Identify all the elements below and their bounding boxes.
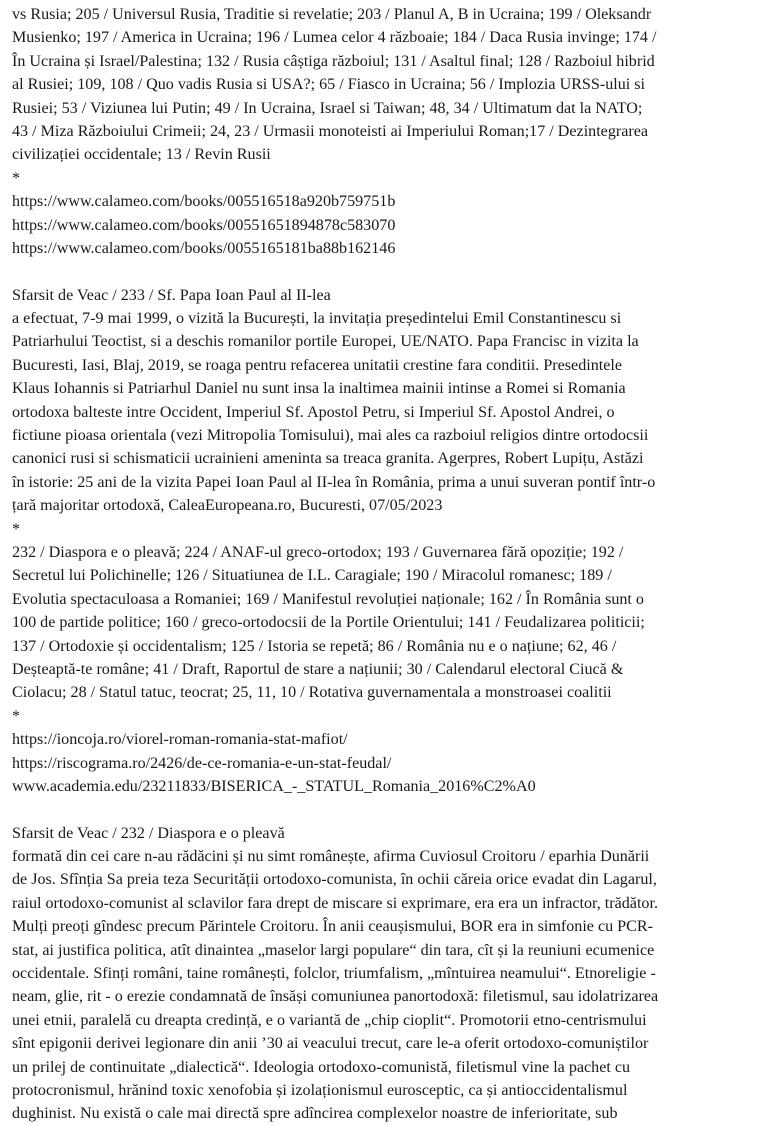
separator-asterisk: * <box>12 707 21 725</box>
text-line: Bucuresti, Iasi, Blaj, 2019, se roaga pentru refacerea unitatii crestine fara conditii. Presedintele <box>12 356 622 374</box>
text-line: protocronismul, hrănind toxic xenofobia și izolaționismul eurosceptic, ca și antioccidentalismul <box>12 1081 628 1099</box>
section-heading: Sfarsit de Veac / 232 / Diaspora e o pleavă <box>12 824 285 842</box>
text-line: în istorie: 25 ani de la vizita Papei Ioan Paul al II-lea în România, prima a unui suveran pontif într-o <box>12 473 656 491</box>
text-line: Ciolacu; 28 / Statul tatuc, teocrat; 25, 11, 10 / Rotativa guvernamentala a monstroasei coalitii <box>12 684 612 702</box>
text-line: al Rusiei; 109, 108 / Quo vadis Rusia si USA?; 65 / Fiasco in Ucraina; 56 / Implozia URSS-ului si <box>12 76 645 94</box>
text-line: 43 / Miza Războiului Crimeii; 24, 23 / Urmasii monoteisti ai Imperiului Roman;17 / Dezintegrarea <box>12 122 649 140</box>
text-line: neam, glie, rit - o erezie condamnată de însăși comuniunea panortodoxă: filetismul, sau idolatrizarea <box>12 988 659 1006</box>
text-line: Patriarhului Teoctist, si a deschis romanilor portile Europei, UE/NATO. Papa Francisc in vizita la <box>12 333 639 351</box>
text-line: un prilej de continuitate „dialectică“. Ideologia ortodoxo-comunistă, filetismul vine la pachet cu <box>12 1058 631 1076</box>
text-line: fictiune pioasa orientala (vezi Mitropolia Tomisului), mai ales ca razboiul religios dintre ortodocsii <box>12 427 649 445</box>
text-line: civilizației occidentale; 13 / Revin Rusii <box>12 146 271 164</box>
separator-asterisk: * <box>12 520 21 538</box>
text-line: țară majoritar ortodoxă, CaleaEuropeana.ro, Bucuresti, 07/05/2023 <box>12 497 443 515</box>
text-line: a efectuat, 7-9 mai 1999, o vizită la București, la invitația președintelui Emil Constantinescu si <box>12 310 622 328</box>
blank-line <box>12 798 754 821</box>
text-line: Secretul lui Polichinelle; 126 / Situatiunea de I.L. Caragiale; 190 / Miracolul romanesc; 189 / <box>12 567 612 585</box>
text-line: canonici rusi si schismaticii ucrainieni ameninta sa treaca granita. Agerpres, Robert Lupițu, Astăzi <box>12 450 644 468</box>
text-line: Deșteaptă-te române; 41 / Draft, Raportul de stare a națiunii; 30 / Calendarul electoral Ciucă & <box>12 660 624 678</box>
text-block-russia-list <box>12 3 754 260</box>
link-ioncoja[interactable]: https://ioncoja.ro/viorel-roman-romania-stat-mafiot/ <box>12 731 348 749</box>
text-line: dughinist. Nu există o cale mai directă spre adîncirea complexelor noastre de inferioritate, sub <box>12 1105 618 1123</box>
link-academia[interactable]: www.academia.edu/23211833/BISERICA_-_STATUL_Romania_2016%C2%A0 <box>12 777 536 795</box>
text-line: vs Rusia; 205 / Universul Rusia, Traditie si revelatie; 203 / Planul A, B in Ucraina; 199 / Oleksandr <box>12 6 652 23</box>
text-line: Musienko; 197 / America in Ucraina; 196 / Lumea celor 4 războaie; 184 / Daca Rusia invinge; 174 / <box>12 29 657 47</box>
text-line: sînt epigonii derivei legionare din anii ’30 ai veacului trecut, care le-a oferit ortodoxo-comuniștilor <box>12 1035 649 1053</box>
link-calameo-1[interactable]: https://www.calameo.com/books/005516518a920b759751b <box>12 193 396 211</box>
text-block-diaspora <box>12 822 754 1126</box>
text-line: de Jos. Sfînția Sa preia teza Securității ortodoxo-comunista, în ochii căreia orice evadat din Lagarul, <box>12 871 657 889</box>
text-line: ortodoxa balteste intre Occident, Imperiul Sf. Apostol Petru, si Imperiul Sf. Apostol Andrei, o <box>12 403 615 421</box>
section-heading: Sfarsit de Veac / 233 / Sf. Papa Ioan Paul al II-lea <box>12 286 331 304</box>
text-line: Klaus Iohannis si Patriarhul Daniel nu sunt insa la inaltimea mainii intinse a Romei si Romania <box>12 380 626 398</box>
text-line: 137 / Ortodoxie și occidentalism; 125 / Istoria se repetă; 86 / România nu e o națiune; 62, 46 / <box>12 637 617 655</box>
text-line: Evolutia spectaculoasa a Romaniei; 169 / Manifestul revoluției naționale; 162 / În România sunt o <box>12 590 644 608</box>
document-body <box>12 3 754 1126</box>
text-line: 232 / Diaspora e o pleavă; 224 / ANAF-ul greco-ortodox; 193 / Guvernarea fără opoziție; 192 / <box>12 543 624 561</box>
separator-asterisk: * <box>12 169 21 187</box>
text-line: stat, ai justifica politica, atît dinaintea „maselor largi populare“ din tara, cît și la reuniuni ecumenice <box>12 941 655 959</box>
text-line: unei etnii, paralelă cu dreapta credință, e o variantă de „chip cioplit“. Promotorii etno-centrismului <box>12 1011 647 1029</box>
text-line: În Ucraina și Israel/Palestina; 132 / Rusia câștiga războiul; 131 / Asaltul final; 128 / Razboiul hibrid <box>12 52 655 70</box>
text-line: raiul ortodoxo-comunist al sclavilor fara drept de miscare si exprimare, era era un infractor, trădător. <box>12 894 658 912</box>
link-calameo-2[interactable]: https://www.calameo.com/books/00551651894878c583070 <box>12 216 396 234</box>
text-line: Rusiei; 53 / Viziunea lui Putin; 49 / In Ucraina, Israel si Taiwan; 48, 34 / Ultimatum dat la NATO; <box>12 99 643 117</box>
link-riscograma[interactable]: https://riscograma.ro/2426/de-ce-romania-e-un-stat-feudal/ <box>12 754 392 772</box>
link-calameo-3[interactable]: https://www.calameo.com/books/0055165181ba88b162146 <box>12 239 396 257</box>
text-line: occidentale. Sfinți români, taine românești, folclor, triumfalism, „mîntuirea neamului“. Etnoreligie - <box>12 965 656 983</box>
text-line: Mulți preoți gîndesc precum Părintele Croitoru. În anii ceaușismului, BOR era in simfonie cu PCR- <box>12 918 653 936</box>
text-line: 100 de partide politice; 160 / greco-ortodocsii de la Portile Orientului; 141 / Feudalizarea politicii; <box>12 614 645 632</box>
blank-line <box>12 260 754 283</box>
text-line: formată din cei care n-au rădăcini și nu simt românește, afirma Cuviosul Croitoru / eparhia Dunării <box>12 848 650 866</box>
text-block-pope-visit <box>12 284 754 799</box>
